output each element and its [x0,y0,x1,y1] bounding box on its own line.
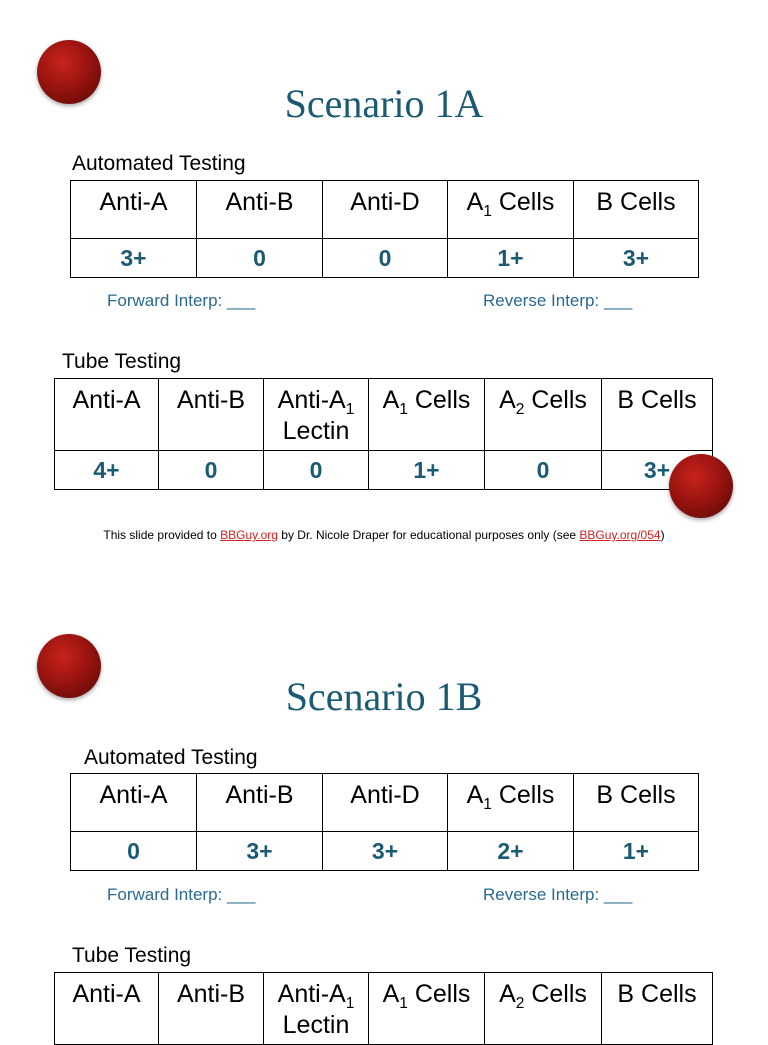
header-cell: Anti-D [323,774,448,832]
scenario-b-automated-table [70,773,699,871]
header-cell: Anti-A [55,379,159,451]
header-cell: $A_1$ Cells [448,181,574,239]
header-cell: Anti-$A_1$ Lectin [264,973,369,1045]
header-cell: Anti-B [159,379,264,451]
value-cell: 4+ [55,451,159,490]
value-cell: 3+ [574,239,699,278]
value-cell: 0 [323,239,448,278]
bbguy-054-link[interactable]: BBGuy.org/054 [579,528,661,542]
forward-interp-label: Forward Interp: ___ [107,291,256,310]
header-cell: B Cells [574,181,699,239]
value-cell: 0 [71,832,197,871]
value-cell: 3+ [71,239,197,278]
header-cell: Anti-A [71,181,197,239]
header-cell: Anti-B [159,973,264,1045]
value-cell: 0 [197,239,323,278]
footer-credit: This slide provided to BBGuy.org by Dr. Nicole Draper for educational purposes only (see BBGuy.org/054) [103,528,665,542]
scenario-b-title: Scenario 1B [285,674,483,719]
scenario-b-tube-label: Tube Testing [72,944,192,967]
scenario-a-tube-table [54,378,713,490]
value-cell: 3+ [197,832,323,871]
header-cell: Anti-A [71,774,197,832]
forward-interp-label: Forward Interp: ___ [107,885,256,904]
header-cell: Anti-B [197,774,323,832]
reverse-interp-label: Reverse Interp: ___ [483,291,633,310]
value-cell: 0 [485,451,602,490]
scenario-a-title: Scenario 1A [284,81,484,126]
header-cell: Anti-B [197,181,323,239]
value-cell: 1+ [369,451,485,490]
value-cell: 1+ [448,239,574,278]
red-ball-decoration [669,454,733,518]
header-cell: B Cells [574,774,699,832]
scenario-a-automated-label: Automated Testing [72,152,246,175]
value-cell: 3+ [602,451,713,490]
header-cell: Anti-$A_1$ Lectin [264,379,369,451]
value-cell: 0 [264,451,369,490]
value-cell: 2+ [448,832,574,871]
header-cell: $A_2$ Cells [485,379,602,451]
scenario-b-automated-label: Automated Testing [84,746,258,769]
scenario-a-automated-table [70,180,699,278]
header-cell: $A_1$ Cells [369,379,485,451]
value-cell: 0 [159,451,264,490]
header-cell: Anti-D [323,181,448,239]
value-cell: 1+ [574,832,699,871]
header-cell: $A_1$ Cells [448,774,574,832]
scenario-b-tube-table [54,972,713,1045]
header-cell: Anti-A [55,973,159,1045]
header-cell: B Cells [602,379,713,451]
header-cell: $A_2$ Cells [485,973,602,1045]
scenario-a-tube-label: Tube Testing [62,350,182,373]
reverse-interp-label: Reverse Interp: ___ [483,885,633,904]
header-cell: B Cells [602,973,713,1045]
header-cell: $A_1$ Cells [369,973,485,1045]
value-cell: 3+ [323,832,448,871]
bbguy-link[interactable]: BBGuy.org [220,528,278,542]
